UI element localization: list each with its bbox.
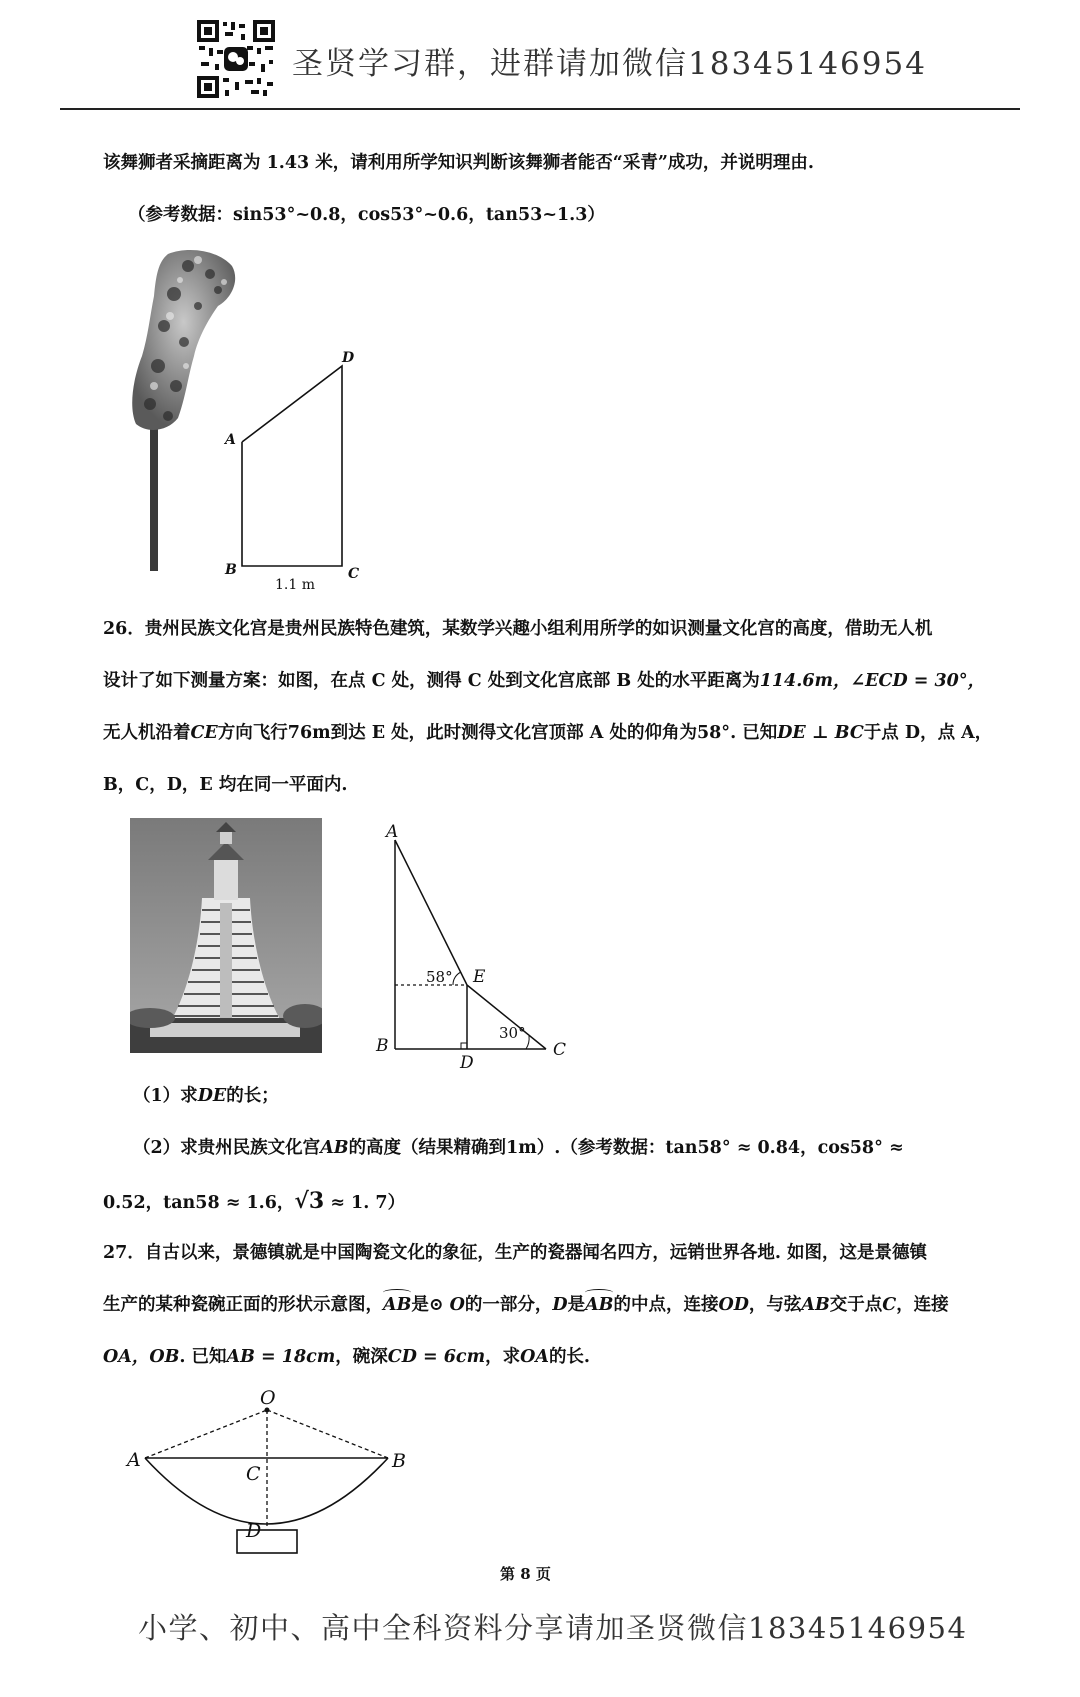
figure-25-trapezoid [215,345,365,595]
p26-question-1 [133,1088,279,1106]
fig27-label-O: O [260,1387,276,1409]
p27-l2-g: 是 [567,1295,586,1315]
p27-line-3 [103,1349,590,1367]
p27-l3-a: OA，OB [103,1347,180,1367]
p26-line-3-g: . 已知 [730,723,778,743]
p27-arc-ab-1 [383,1297,411,1315]
fig26-angle-30: 30° [499,1024,526,1042]
p27-arc-ab-2 [585,1297,613,1315]
p26-line-2 [103,673,985,691]
fig25-bc-length: 1.1 m [275,577,315,593]
fig27-label-A: A [127,1449,141,1471]
p27-l2-c: 是⊙ [411,1295,450,1315]
p26-line-3-e: 到达 E 处，此时测得文化宫顶部 A 处的仰角为 [330,723,697,743]
p27-l2-j: OD [718,1295,749,1315]
fig26-label-B: B [376,1036,389,1056]
p27-l3-e: CD = 6cm [387,1347,486,1367]
p27-l2-l: AB [801,1295,830,1315]
p27-l2-f: D [552,1295,568,1315]
p26-line-3-b: CE [190,723,218,743]
p27-arc-ab-1-text: AB [383,1295,412,1315]
p27-line-1: 27．自古以来，景德镇就是中国陶瓷文化的象征，生产的瓷器闻名四方，远销世界各地. 如图，这是景德镇 [103,1243,928,1263]
fig27-label-B: B [392,1450,406,1472]
p26-q2-b: AB [320,1138,349,1158]
p27-l3-c: AB = 18cm [226,1347,336,1367]
p26-line-4: B，C，D，E 均在同一平面内. [103,775,348,795]
p26-line-3-d: 76m [287,723,331,743]
p27-l2-d: O [449,1295,465,1315]
fig25-label-B: B [225,562,237,578]
footer-text: 小学、初中、高中全科资料分享请加圣贤微信18345146954 [138,1611,968,1645]
figure-27-bowl [120,1385,420,1560]
p26-q2-d: 1m [506,1138,537,1158]
p27-l2-n: C [882,1295,897,1315]
p27-l2-a: 生产的某种瓷碗正面的形状示意图， [103,1295,383,1315]
p26-line-3-i: 于点 D，点 A， [863,723,993,743]
p26-q1-c: 的长； [226,1086,279,1106]
p27-l3-f: ，求 [485,1347,521,1367]
p26-line-3-f: 58° [696,723,731,743]
p26-line-3 [103,725,992,743]
p26-q1-a: （1）求 [133,1086,198,1106]
p26-line-2-math: 114.6m，∠ECD = 30°， [759,671,986,691]
figure-26-triangle [370,820,570,1070]
arc-mark [383,1289,411,1296]
fig25-label-C: C [348,566,360,582]
fig26-angle-58: 58° [426,968,453,986]
p26-line-3-c: 方向飞行 [217,723,288,743]
p26-q2-a: （2）求贵州民族文化宫 [133,1138,321,1158]
page-number: 第 8 页 [500,1565,551,1583]
fig25-label-A: A [225,432,236,448]
qr-code [197,20,275,98]
cultural-palace-photo [130,818,322,1053]
p26-question-2 [133,1140,904,1158]
p27-l2-m: 交于点 [829,1295,883,1315]
p27-l3-b: . 已知 [179,1347,227,1367]
fig26-label-D: D [460,1053,474,1073]
p27-arc-ab-2-text: AB [585,1295,614,1315]
p27-l3-d: ，碗深 [335,1347,388,1367]
header-text: 圣贤学习群，进群请加微信18345146954 [292,46,927,82]
p26-q1-b: DE [197,1086,227,1106]
p25-reference-data: （参考数据：sin53°~0.8，cos53°~0.6，tan53~1.3） [128,205,605,225]
header-divider [60,108,1020,110]
p25-line: 该舞狮者采摘距离为 1.43 米，请利用所学知识判断该舞狮者能否“采青”成功，并说明理由. [103,153,815,173]
fig27-label-D: D [246,1520,262,1542]
p26-q2-e: ）.（参考数据：tan58° ≈ 0.84，cos58° ≈ [536,1138,904,1158]
p26-line-3-a: 无人机沿着 [103,723,191,743]
p27-l3-h: 的长. [548,1347,591,1367]
p27-line-2 [103,1297,949,1315]
p27-l2-o: ，连接 [896,1295,949,1315]
p26-question-2-cont [103,1190,405,1213]
p27-l3-g: OA [520,1347,549,1367]
p26-q2-sqrt: √3 [294,1188,325,1214]
p26-q2-c: 的高度（结果精确到 [348,1138,507,1158]
p26-line-3-h: DE ⊥ BC [777,723,864,743]
fig26-label-A: A [386,822,399,842]
fig25-label-D: D [342,350,355,366]
fig26-label-C: C [553,1040,567,1060]
p26-line-2-text: 设计了如下测量方案：如图，在点 C 处，测得 C 处到文化宫底部 B 处的水平距离为 [103,671,760,691]
p26-q2-f: 0.52，tan58 ≈ 1.6， [103,1193,295,1213]
p27-l2-i: 的中点，连接 [613,1295,719,1315]
fig26-label-E: E [473,967,486,987]
p27-l2-e: 的一部分， [464,1295,553,1315]
p26-q2-h: ≈ 1. 7） [324,1193,406,1213]
p27-l2-k: ，与弦 [748,1295,802,1315]
fig27-label-C: C [246,1463,261,1485]
p26-line-1: 26．贵州民族文化宫是贵州民族特色建筑，某数学兴趣小组利用所学的如识测量文化宫的高度，借助无人机 [103,619,933,639]
arc-mark [585,1289,613,1296]
